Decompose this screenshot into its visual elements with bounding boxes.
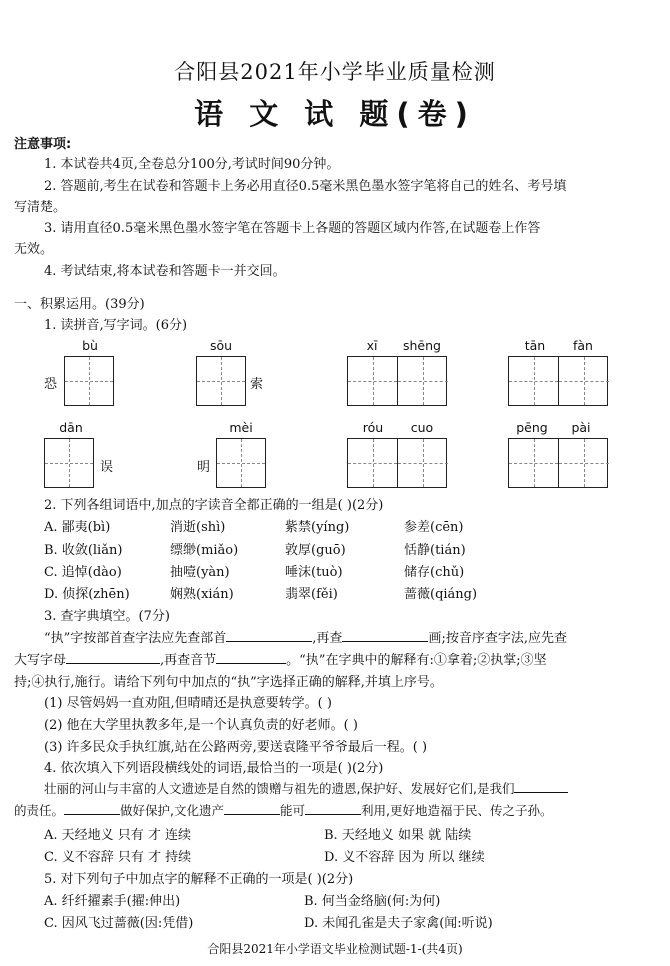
q2-d-3: 翡翠(fěi)	[285, 587, 338, 602]
pinyin-tan: tān	[524, 338, 546, 353]
q3-sentence-3: (3) 许多民众手执红旗,站在公路两旁,要送袁隆平爷爷最后一程。( )	[44, 740, 428, 755]
q3-para-3: 持;④执行,施行。请给下列句中加点的“执”字选择正确的解释,并填上序号。	[14, 675, 443, 690]
q2-c-4: 储存(chǔ)	[404, 565, 465, 580]
q2-a-3: 紫禁(yíng)	[285, 520, 350, 535]
blank-q4-1[interactable]	[514, 781, 568, 793]
pinyin-fan: fàn	[573, 338, 593, 353]
exam-subject-title: 语 文 试 题(卷)	[194, 97, 476, 131]
q2-a-2: 消逝(shì)	[170, 520, 226, 535]
write-box-sou[interactable]	[196, 356, 246, 406]
q4-title: 4. 依次填入下列语段横线处的词语,最恰当的一项是( )(2分)	[44, 761, 384, 776]
q2-a-1: A. 鄙夷(bì)	[44, 520, 111, 535]
q2-b-2: 缥缈(miǎo)	[170, 543, 239, 558]
pinyin-sou: sōu	[209, 338, 233, 353]
note-2b: 写清楚。	[14, 200, 67, 215]
q5-option-d: D. 未闻孔雀是夫子家禽(闻:听说)	[304, 916, 493, 931]
q2-c-3: 唾沫(tuò)	[285, 565, 343, 580]
q2-a-4: 参差(cēn)	[404, 520, 464, 535]
q5-option-a: A. 纤纤擢素手(擢:伸出)	[44, 894, 181, 909]
pinyin-mei: mèi	[229, 420, 253, 435]
char-ming: 明	[197, 460, 211, 475]
q2-c-2: 抽噎(yàn)	[170, 565, 230, 580]
pinyin-bu: bù	[82, 338, 98, 353]
blank-zimu[interactable]	[66, 652, 160, 664]
pinyin-dan: dān	[59, 420, 83, 435]
write-box-mei[interactable]	[216, 438, 266, 488]
write-box-bu[interactable]	[64, 356, 114, 406]
write-box-dan[interactable]	[44, 438, 94, 488]
q4-option-d: D. 义不容辞 因为 所以 继续	[324, 850, 485, 865]
q3-sentence-1: (1) 尽管妈妈一直劝阻,但晴晴还是执意要转学。( )	[44, 696, 332, 711]
pinyin-peng: pēng	[516, 420, 548, 435]
pinyin-xi: xī	[366, 338, 378, 353]
q3-para-1: “执”字按部首查字法应先查部首 ,再查 画;按音序查字法,应先查	[44, 631, 567, 646]
q2-c-1: C. 追悼(dào)	[44, 565, 122, 580]
note-3a: 3. 请用直径0.5毫米黑色墨水签字笔在答题卡上各题的答题区域内作答,在试题卷上作答	[44, 221, 541, 236]
write-box-xisheng[interactable]	[347, 356, 447, 406]
q5-option-c: C. 因风飞过蔷薇(因:凭借)	[44, 916, 194, 931]
q4-option-c: C. 义不容辞 只有 才 持续	[44, 850, 192, 865]
exam-county-title: 合阳县2021年小学毕业质量检测	[174, 60, 496, 84]
write-box-tanfan[interactable]	[508, 356, 608, 406]
char-kong: 恐	[44, 377, 58, 392]
notes-heading: 注意事项:	[14, 137, 72, 152]
q2-b-3: 敦厚(guō)	[285, 543, 346, 558]
note-2a: 2. 答题前,考生在试卷和答题卡上务必用直径0.5毫米黑色墨水签字笔将自己的姓名、考号填	[44, 179, 567, 194]
q2-d-2: 娴熟(xián)	[170, 587, 234, 602]
q5-title: 5. 对下列句子中加点字的解释不正确的一项是( )(2分)	[44, 872, 354, 887]
q5-option-b: B. 何当金络脑(何:为何)	[304, 894, 441, 909]
q3-sentence-2: (2) 他在大学里执教多年,是一个认真负责的好老师。( )	[44, 718, 358, 733]
q3-title: 3. 查字典填空。(7分)	[44, 609, 170, 624]
pinyin-pai: pài	[571, 420, 591, 435]
q4-para-2: 的责任。 做好保护,文化遗产 能可 利用,更好地造福于民、传之子孙。	[14, 803, 553, 818]
blank-q4-4[interactable]	[305, 803, 361, 815]
write-box-pengpai[interactable]	[508, 438, 608, 488]
pinyin-rou: róu	[362, 420, 384, 435]
q2-b-4: 恬静(tián)	[404, 543, 466, 558]
section-1-heading: 一、积累运用。(39分)	[14, 297, 145, 312]
note-3b: 无效。	[14, 242, 54, 257]
q4-option-b: B. 天经地义 如果 就 陆续	[324, 828, 472, 843]
blank-bushou[interactable]	[226, 630, 312, 642]
q3-para-2: 大写字母 ,再查音节 。“执”在字典中的解释有:①拿着;②执掌;③坚	[14, 653, 547, 668]
pinyin-cuo: cuo	[410, 420, 434, 435]
note-1: 1. 本试卷共4页,全卷总分100分,考试时间90分钟。	[44, 157, 340, 172]
blank-q4-2[interactable]	[64, 803, 120, 815]
q2-d-1: D. 侦探(zhēn)	[44, 587, 130, 602]
blank-yinjie[interactable]	[216, 652, 286, 664]
page-footer: 合阳县2021年小学语文毕业检测试题-1-(共4页)	[207, 942, 463, 956]
pinyin-sheng: shēng	[403, 338, 441, 353]
q2-title: 2. 下列各组词语中,加点的字读音全都正确的一组是( )(2分)	[44, 498, 384, 513]
blank-huashu[interactable]	[342, 630, 428, 642]
q4-option-a: A. 天经地义 只有 才 连续	[44, 828, 192, 843]
q1-title: 1. 读拼音,写字词。(6分)	[44, 318, 188, 333]
write-box-roucuo[interactable]	[347, 438, 447, 488]
q2-d-4: 蔷薇(qiáng)	[404, 587, 478, 602]
char-suo: 索	[250, 377, 264, 392]
q4-para-1: 壮丽的河山与丰富的人文遗迹是自然的馈赠与祖先的遗恩,保护好、发展好它们,是我们	[44, 779, 568, 797]
q2-b-1: B. 收敛(liǎn)	[44, 543, 123, 558]
blank-q4-3[interactable]	[224, 803, 280, 815]
char-wu: 误	[100, 460, 114, 475]
note-4: 4. 考试结束,将本试卷和答题卡一并交回。	[44, 264, 286, 279]
